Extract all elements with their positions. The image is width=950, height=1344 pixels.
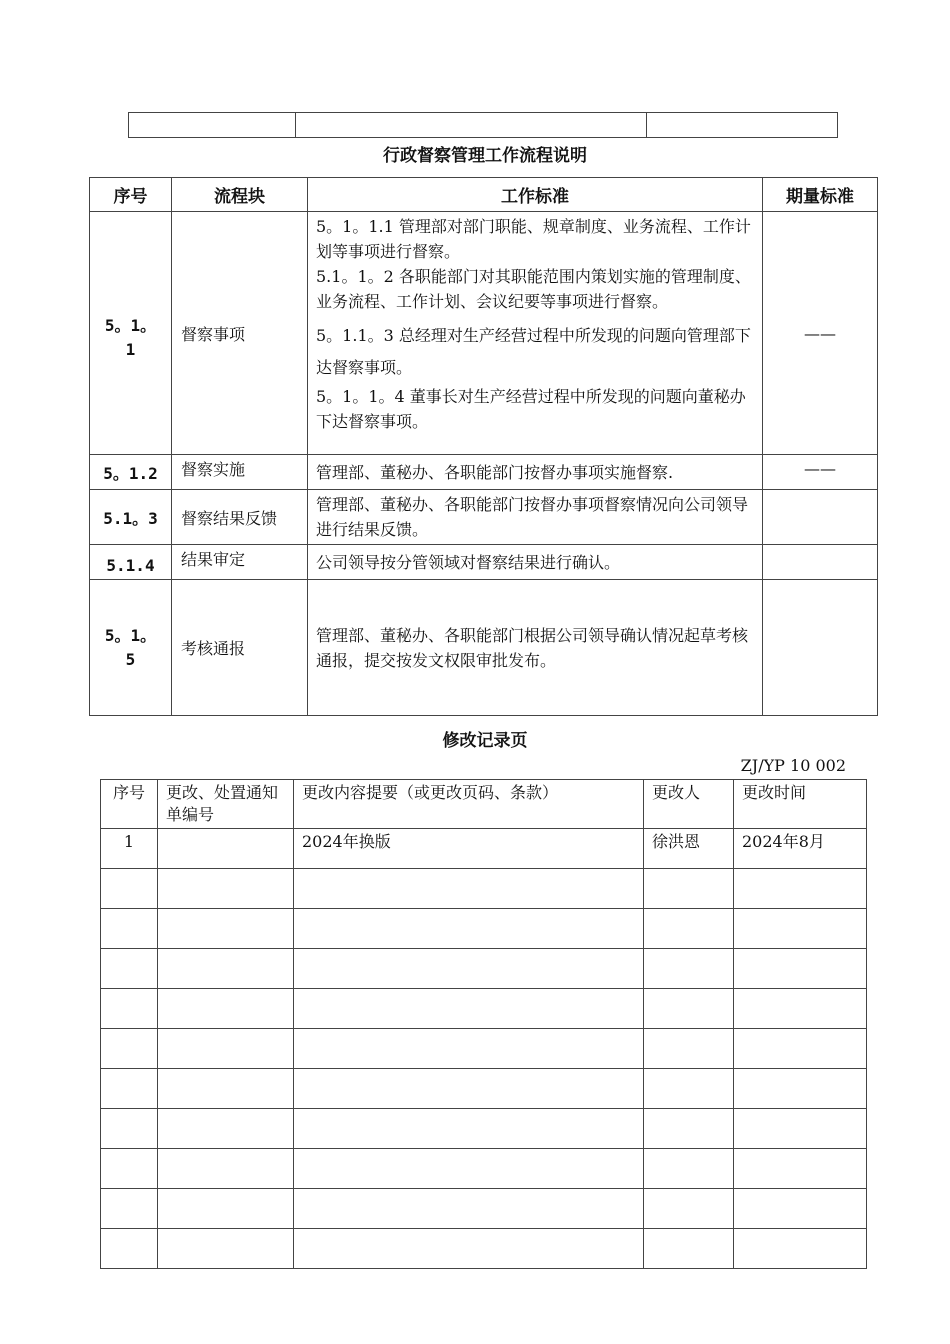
revision-row bbox=[101, 949, 867, 989]
revision-cell: 1 bbox=[101, 829, 158, 869]
flow-row-block: 考核通报 bbox=[172, 580, 308, 716]
revision-row bbox=[101, 1189, 867, 1229]
flow-row-period bbox=[763, 580, 878, 716]
revision-row bbox=[101, 1149, 867, 1189]
flow-row-no: 5。1.2 bbox=[90, 455, 172, 490]
revision-header-time: 更改时间 bbox=[734, 780, 867, 829]
standard-item: 5。1。1。4 董事长对生产经营过程中所发现的问题向董秘办下达督察事项。 bbox=[316, 387, 746, 431]
flow-row bbox=[90, 455, 878, 490]
revision-cell bbox=[158, 829, 294, 869]
revision-row bbox=[101, 869, 867, 909]
flow-row-standard: 管理部、董秘办、各职能部门按督办事项督察情况向公司领导进行结果反馈。 bbox=[308, 490, 763, 545]
flow-header-block: 流程块 bbox=[172, 178, 308, 212]
flow-header-no: 序号 bbox=[90, 178, 172, 212]
flow-row-block: 督察实施 bbox=[172, 455, 308, 490]
flow-row bbox=[90, 545, 878, 580]
flow-title: 行政督察管理工作流程说明 bbox=[383, 146, 587, 166]
flow-row-period: —— bbox=[763, 212, 878, 455]
revision-title: 修改记录页 bbox=[442, 731, 528, 751]
revision-header-row bbox=[101, 780, 867, 829]
flow-header-row bbox=[90, 178, 878, 212]
flow-row bbox=[90, 212, 878, 455]
flow-row bbox=[90, 580, 878, 716]
flow-row-standard: 管理部、董秘办、各职能部门按督办事项实施督察. bbox=[308, 455, 763, 490]
header-strip-cell bbox=[296, 113, 647, 138]
flow-row-block: 督察结果反馈 bbox=[172, 490, 308, 545]
revision-header-person: 更改人 bbox=[644, 780, 734, 829]
standard-item: 5。1。1.1 管理部对部门职能、规章制度、业务流程、工作计划等事项进行督察。 bbox=[316, 217, 751, 261]
standard-item: 5。1.1。3 总经理对生产经营过程中所发现的问题向管理部下达督察事项。 bbox=[316, 326, 751, 377]
flow-row bbox=[90, 490, 878, 545]
revision-row bbox=[101, 1109, 867, 1149]
flow-row-block: 督察事项 bbox=[172, 212, 308, 455]
flow-row-no: 5。1。 1 bbox=[90, 212, 172, 455]
flow-header-period: 期量标准 bbox=[763, 178, 878, 212]
flow-row-no: 5。1。 5 bbox=[90, 580, 172, 716]
flow-row-period bbox=[763, 490, 878, 545]
header-strip-cell bbox=[129, 113, 296, 138]
revision-header-no: 序号 bbox=[101, 780, 158, 829]
flow-row-standard bbox=[308, 212, 763, 455]
revision-row bbox=[101, 829, 867, 869]
flow-row-no: 5.1。3 bbox=[90, 490, 172, 545]
revision-row bbox=[101, 1069, 867, 1109]
revision-cell: 2024年8月 bbox=[734, 829, 867, 869]
flow-row-standard: 公司领导按分管领域对督察结果进行确认。 bbox=[308, 545, 763, 580]
flow-header-standard: 工作标准 bbox=[308, 178, 763, 212]
revision-header-notice: 更改、处置通知单编号 bbox=[158, 780, 294, 829]
revision-cell: 徐洪恩 bbox=[644, 829, 734, 869]
flow-row-standard: 管理部、董秘办、各职能部门根据公司领导确认情况起草考核通报，提交按发文权限审批发布。 bbox=[308, 580, 763, 716]
revision-row bbox=[101, 1229, 867, 1269]
revision-row bbox=[101, 909, 867, 949]
flow-row-no: 5.1.4 bbox=[90, 545, 172, 580]
header-strip-table bbox=[128, 112, 838, 138]
header-strip-cell bbox=[647, 113, 838, 138]
doc-number: ZJ/YP 10 002 bbox=[740, 756, 846, 775]
flow-table bbox=[89, 177, 878, 716]
revision-row bbox=[101, 989, 867, 1029]
flow-row-block: 结果审定 bbox=[172, 545, 308, 580]
revision-table bbox=[100, 779, 867, 1269]
revision-row bbox=[101, 1029, 867, 1069]
revision-header-summary: 更改内容提要（或更改页码、条款） bbox=[294, 780, 644, 829]
standard-item: 5.1。1。2 各职能部门对其职能范围内策划实施的管理制度、业务流程、工作计划、会议纪要等事项进行督察。 bbox=[316, 267, 751, 311]
flow-row-period bbox=[763, 545, 878, 580]
flow-row-period: —— bbox=[763, 455, 878, 490]
revision-cell: 2024年换版 bbox=[294, 829, 644, 869]
